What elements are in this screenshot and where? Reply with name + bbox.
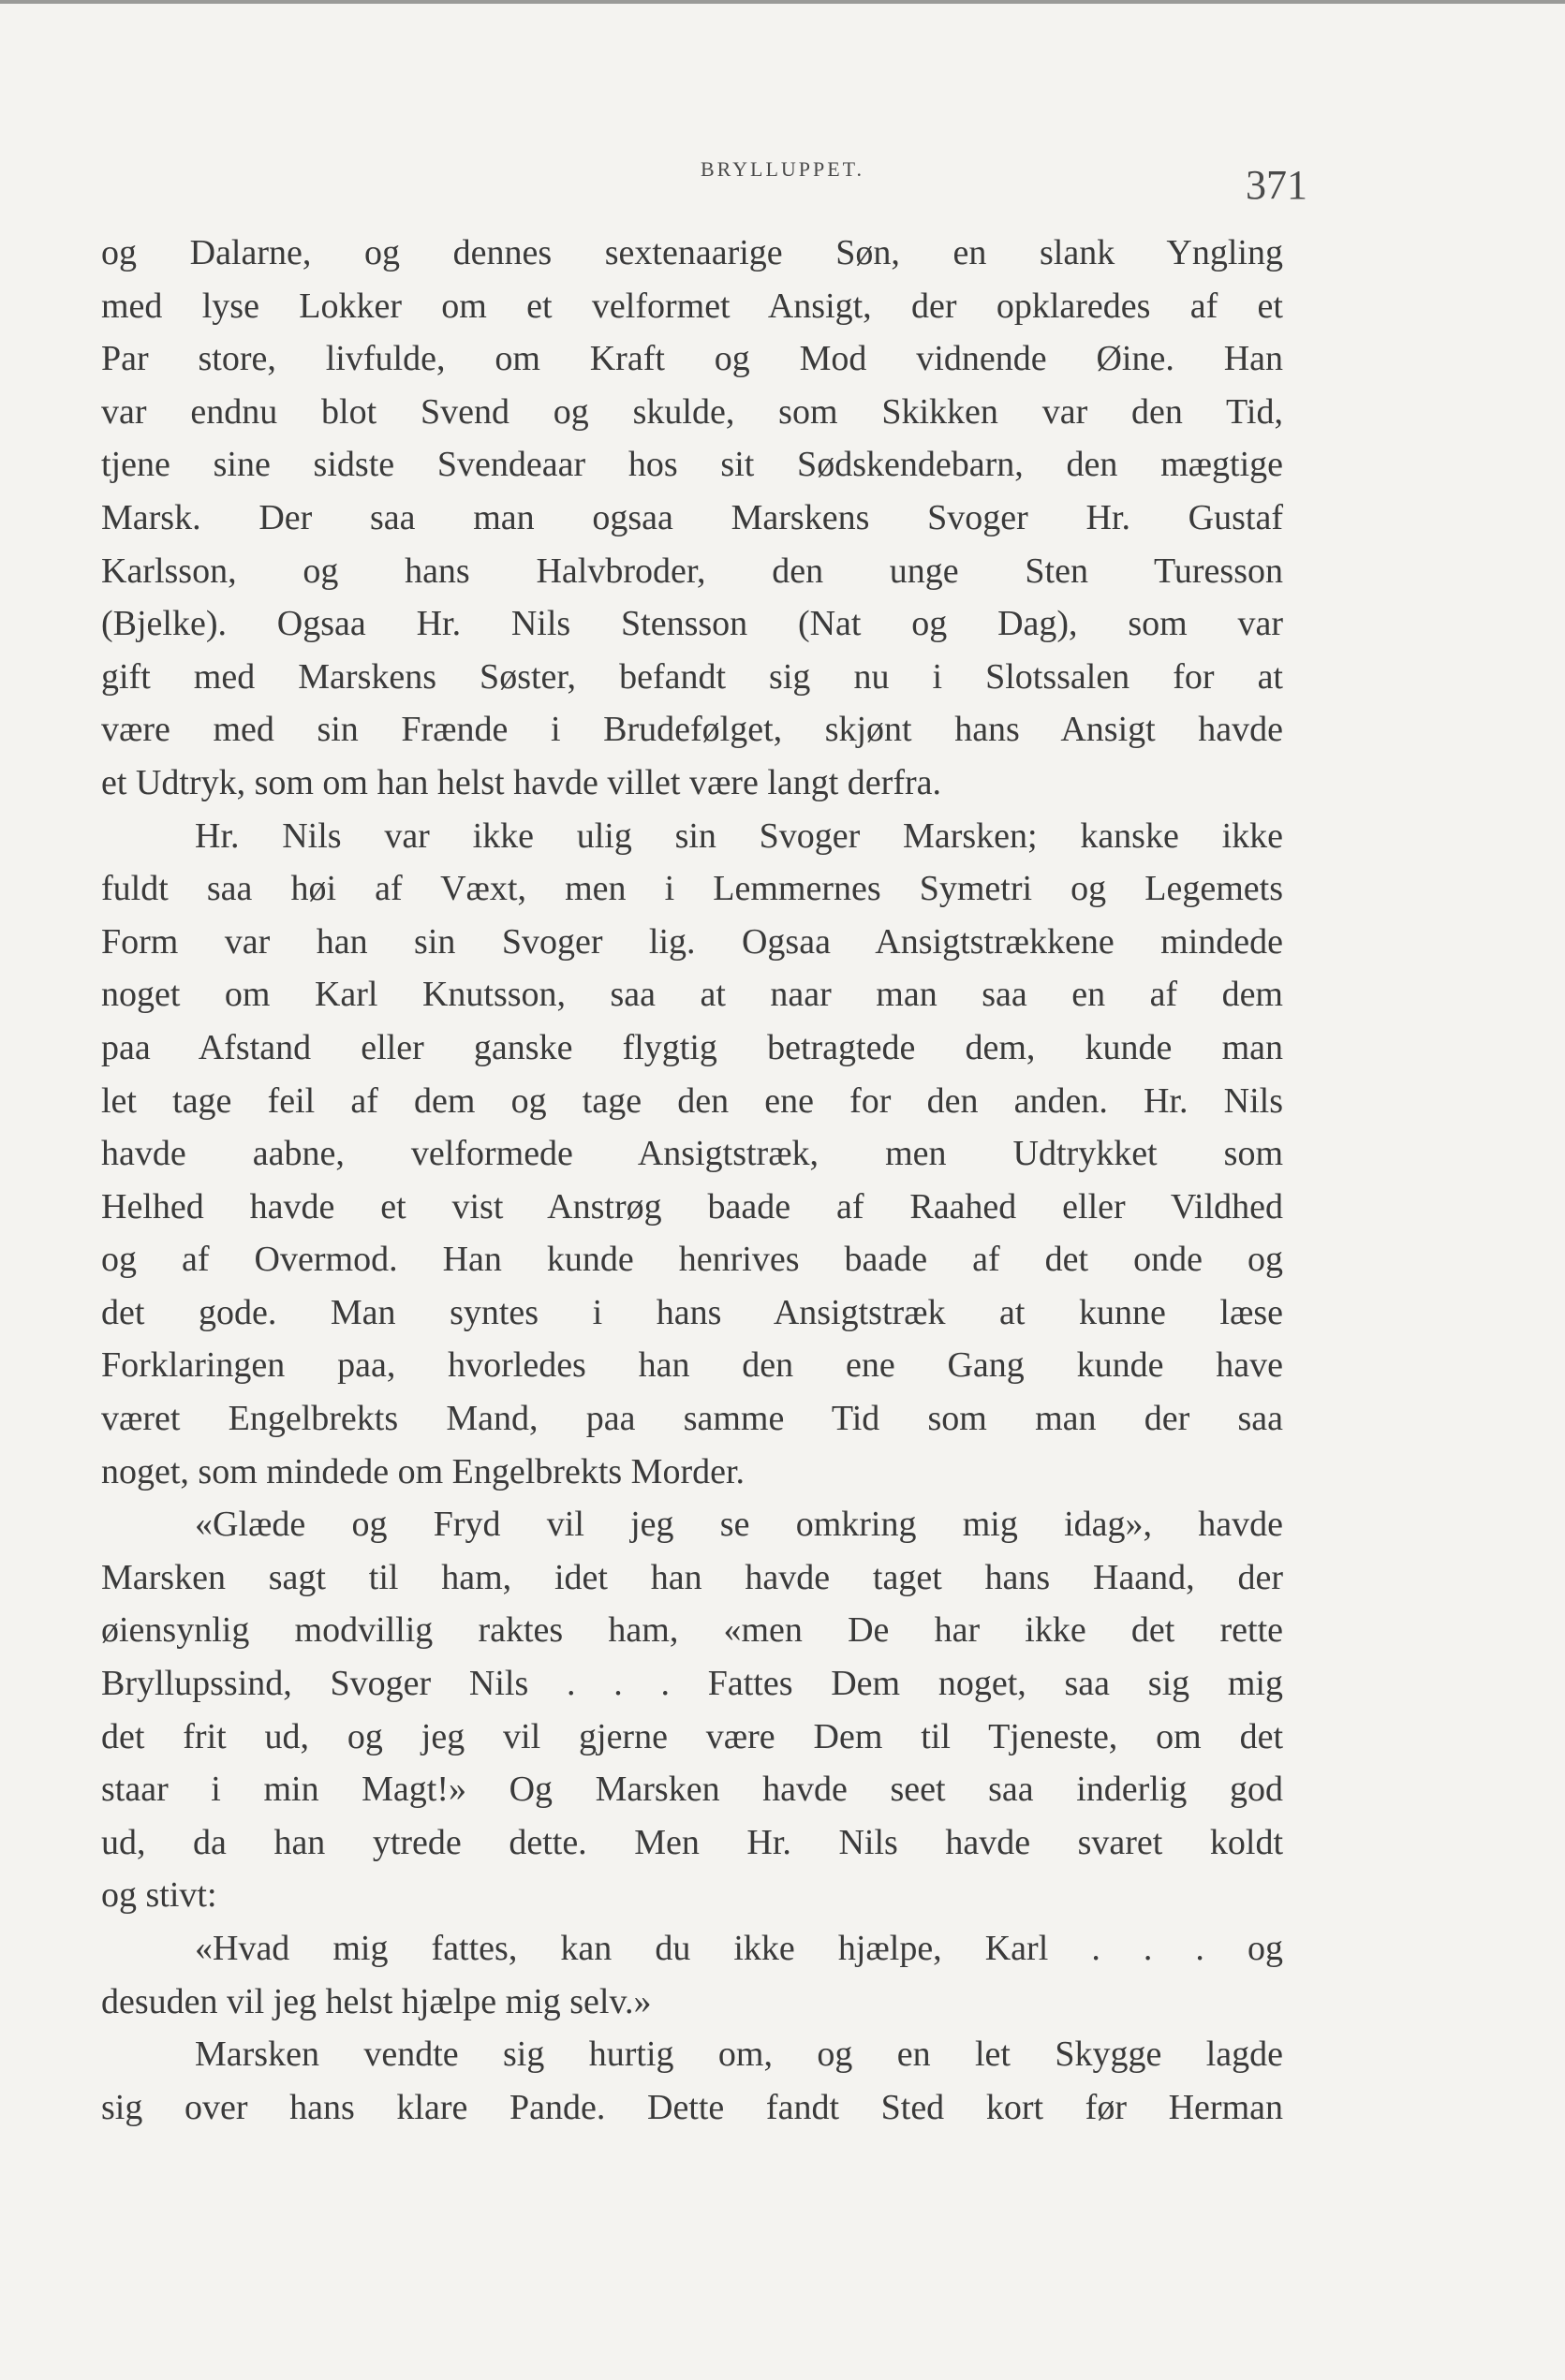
running-head: BRYLLUPPET.	[700, 157, 864, 181]
page-top-edge	[0, 0, 1565, 4]
text-line: Marsken sagt til ham, idet han havde taget hans Haand, der	[101, 1557, 1283, 1597]
text-line: fuldt saa høi af Væxt, men i Lemmernes Symetri og Legemets	[101, 869, 1283, 909]
text-line: noget, som mindede om Engelbrekts Morder.	[101, 1451, 746, 1491]
text-line: gift med Marskens Søster, befandt sig nu i Slotssalen for at	[101, 656, 1283, 697]
text-line: (Bjelke). Ogsaa Hr. Nils Stensson (Nat og Dag), som var	[101, 604, 1283, 644]
text-line: øiensynlig modvillig raktes ham, «men De har ikke det rette	[101, 1610, 1283, 1651]
text-line: staar i min Magt!» Og Marsken havde seet saa inderlig god	[101, 1770, 1283, 1810]
text-line: let tage feil af dem og tage den ene for den anden. Hr. Nils	[101, 1080, 1283, 1121]
text-line: var endnu blot Svend og skulde, som Skikken var den Tid,	[101, 391, 1283, 432]
text-line: havde aabne, velformede Ansigtstræk, men Udtrykket som	[101, 1134, 1283, 1174]
text-line: noget om Karl Knutsson, saa at naar man saa en af dem	[101, 975, 1283, 1015]
text-line: Par store, livfulde, om Kraft og Mod vidnende Øine. Han	[101, 339, 1283, 379]
text-line: Helhed havde et vist Anstrøg baade af Raahed eller Vildhed	[101, 1186, 1283, 1227]
text-line: Bryllupssind, Svoger Nils . . . Fattes Dem noget, saa sig mig	[101, 1664, 1283, 1704]
text-line: paa Afstand eller ganske flygtig betragtede dem, kunde man	[101, 1027, 1283, 1067]
text-line: det gode. Man syntes i hans Ansigtstræk at kunne læse	[101, 1292, 1283, 1332]
text-line: ud, da han ytrede dette. Men Hr. Nils havde svaret koldt	[101, 1822, 1283, 1862]
text-line: og stivt:	[101, 1875, 217, 1916]
text-line: Form var han sin Svoger lig. Ogsaa Ansigtstrækkene mindede	[101, 921, 1283, 962]
text-line: med lyse Lokker om et velformet Ansigt, der opklaredes af et	[101, 286, 1283, 326]
text-line: Marsken vendte sig hurtig om, og en let Skygge lagde	[195, 2035, 1283, 2075]
page-number: 371	[1246, 162, 1307, 208]
text-line: Forklaringen paa, hvorledes han den ene Gang kunde have	[101, 1345, 1283, 1386]
text-line: været Engelbrekts Mand, paa samme Tid som man der saa	[101, 1399, 1283, 1439]
text-line: Hr. Nils var ikke ulig sin Svoger Marsken; kanske ikke	[195, 815, 1283, 856]
text-line: «Glæde og Fryd vil jeg se omkring mig idag», havde	[195, 1505, 1283, 1545]
text-line: det frit ud, og jeg vil gjerne være Dem til Tjeneste, om det	[101, 1716, 1283, 1756]
text-line: tjene sine sidste Svendeaar hos sit Sødskendebarn, den mægtige	[101, 445, 1283, 485]
text-line: sig over hans klare Pande. Dette fandt Sted kort før Herman	[101, 2087, 1283, 2127]
text-line: og af Overmod. Han kunde henrives baade af det onde og	[101, 1240, 1283, 1280]
text-line: være med sin Frænde i Brudefølget, skjønt hans Ansigt havde	[101, 710, 1283, 750]
text-line: «Hvad mig fattes, kan du ikke hjælpe, Karl . . . og	[195, 1929, 1283, 1968]
text-line: desuden vil jeg helst hjælpe mig selv.»	[101, 1981, 652, 2021]
text-line: Marsk. Der saa man ogsaa Marskens Svoger Hr. Gustaf	[101, 497, 1283, 537]
text-line: et Udtryk, som om han helst havde villet være langt derfra.	[101, 762, 941, 802]
text-line: Karlsson, og hans Halvbroder, den unge Sten Turesson	[101, 551, 1283, 591]
text-line: og Dalarne, og dennes sextenaarige Søn, en slank Yngling	[101, 233, 1283, 272]
body-text	[101, 227, 1283, 2134]
